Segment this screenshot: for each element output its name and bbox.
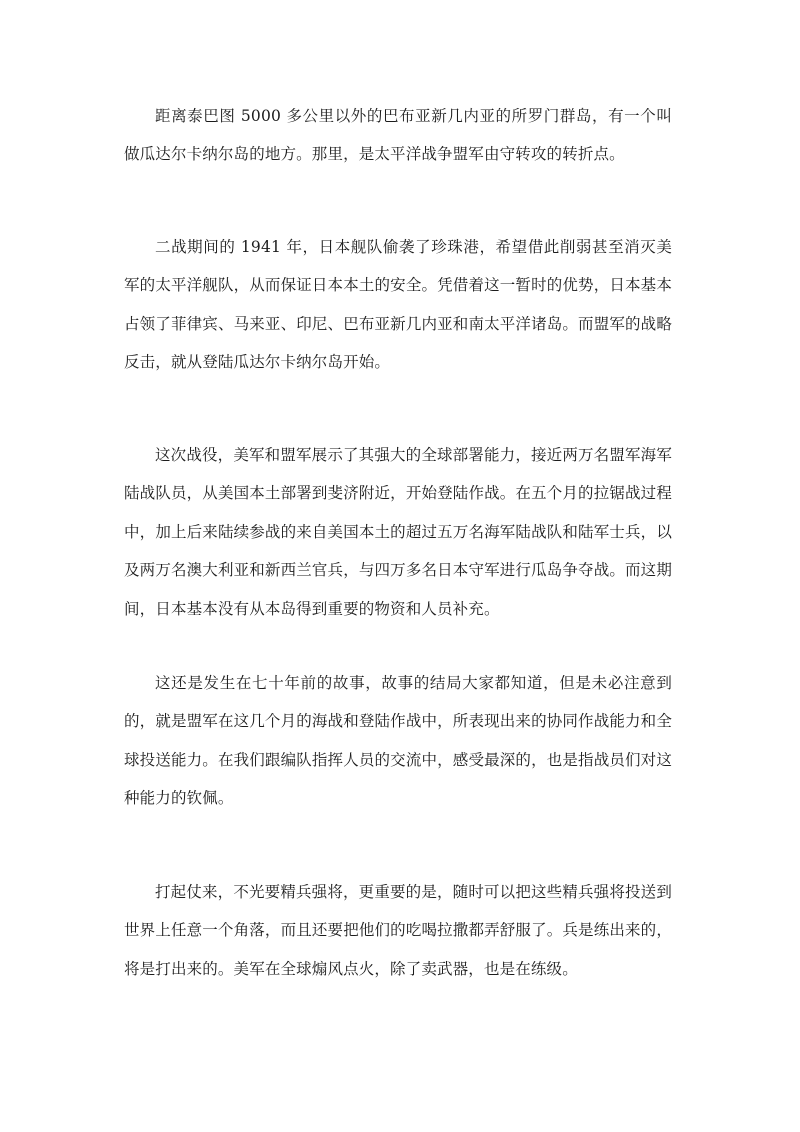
paragraph-force-projection: 打起仗来，不光要精兵强将，更重要的是，随时可以把这些精兵强将投送到世界上任意一个角落，而且还要把他们的吃喝拉撒都弄舒服了。兵是练出来的，将是打出来的。美军在全球煽风点火，除了卖武器，也是在练级。	[124, 883, 672, 978]
paragraph-guadalcanal-intro: 距离泰巴图 5000 多公里以外的巴布亚新几内亚的所罗门群岛，有一个叫做瓜达尔卡纳尔岛的地方。那里，是太平洋战争盟军由守转攻的转折点。	[124, 107, 672, 164]
paragraph-pearl-harbor: 二战期间的 1941 年，日本舰队偷袭了珍珠港，希望借此削弱甚至消灭美军的太平洋舰队，从而保证日本本土的安全。凭借着这一暂时的优势，日本基本占领了菲律宾、马来亚、印尼、巴布亚新几内亚和南太平洋诸岛。而盟军的战略反击，就从登陆瓜达尔卡纳尔岛开始。	[124, 238, 672, 372]
paragraph-coordination-capability: 这还是发生在七十年前的故事，故事的结局大家都知道，但是未必注意到的，就是盟军在这几个月的海战和登陆作战中，所表现出来的协同作战能力和全球投送能力。在我们跟编队指挥人员的交流中，感受最深的，也是指战员们对这种能力的钦佩。	[124, 674, 672, 808]
paragraph-campaign-deployment: 这次战役，美军和盟军展示了其强大的全球部署能力，接近两万名盟军海军陆战队员，从美国本土部署到斐济附近，开始登陆作战。在五个月的拉锯战过程中，加上后来陆续参战的来自美国本土的超过五万名海军陆战队和陆军士兵，以及两万名澳大利亚和新西兰官兵，与四万多名日本守军进行瓜岛争夺战。而这期间，日本基本没有从本岛得到重要的物资和人员补充。	[124, 446, 672, 618]
